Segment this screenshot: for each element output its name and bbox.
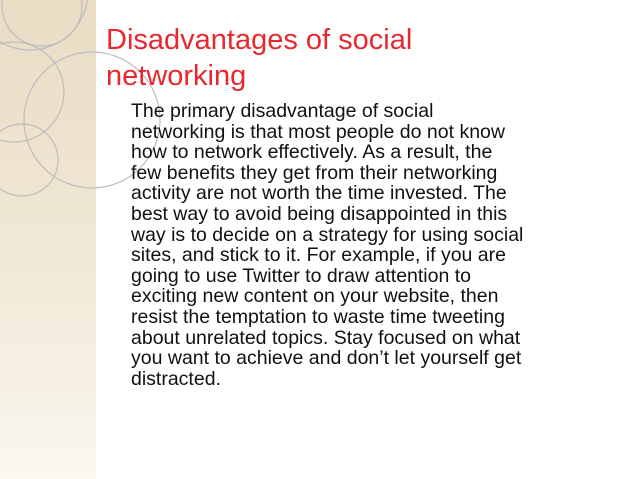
ring-lower-small xyxy=(0,124,58,196)
slide-title: Disadvantages of social networking xyxy=(106,24,413,92)
slide-body-text: The primary disadvantage of social networking is that most people do not know how to network effectively. As a result, the few benefits they get from their networking activity are not worth the time invested. The best way to avoid being disappointed in this way is to decide on a strategy for using social sites, and stick to it. For example, if you are going to use Twitter to draw attention to exciting new content on your website, then resist the temptation to waste time tweeting about unrelated topics. Stay focused on what you want to achieve and don’t let yourself get distracted. xyxy=(131,100,524,390)
ring-middle-left xyxy=(0,42,64,142)
ring-top-small xyxy=(2,0,82,46)
